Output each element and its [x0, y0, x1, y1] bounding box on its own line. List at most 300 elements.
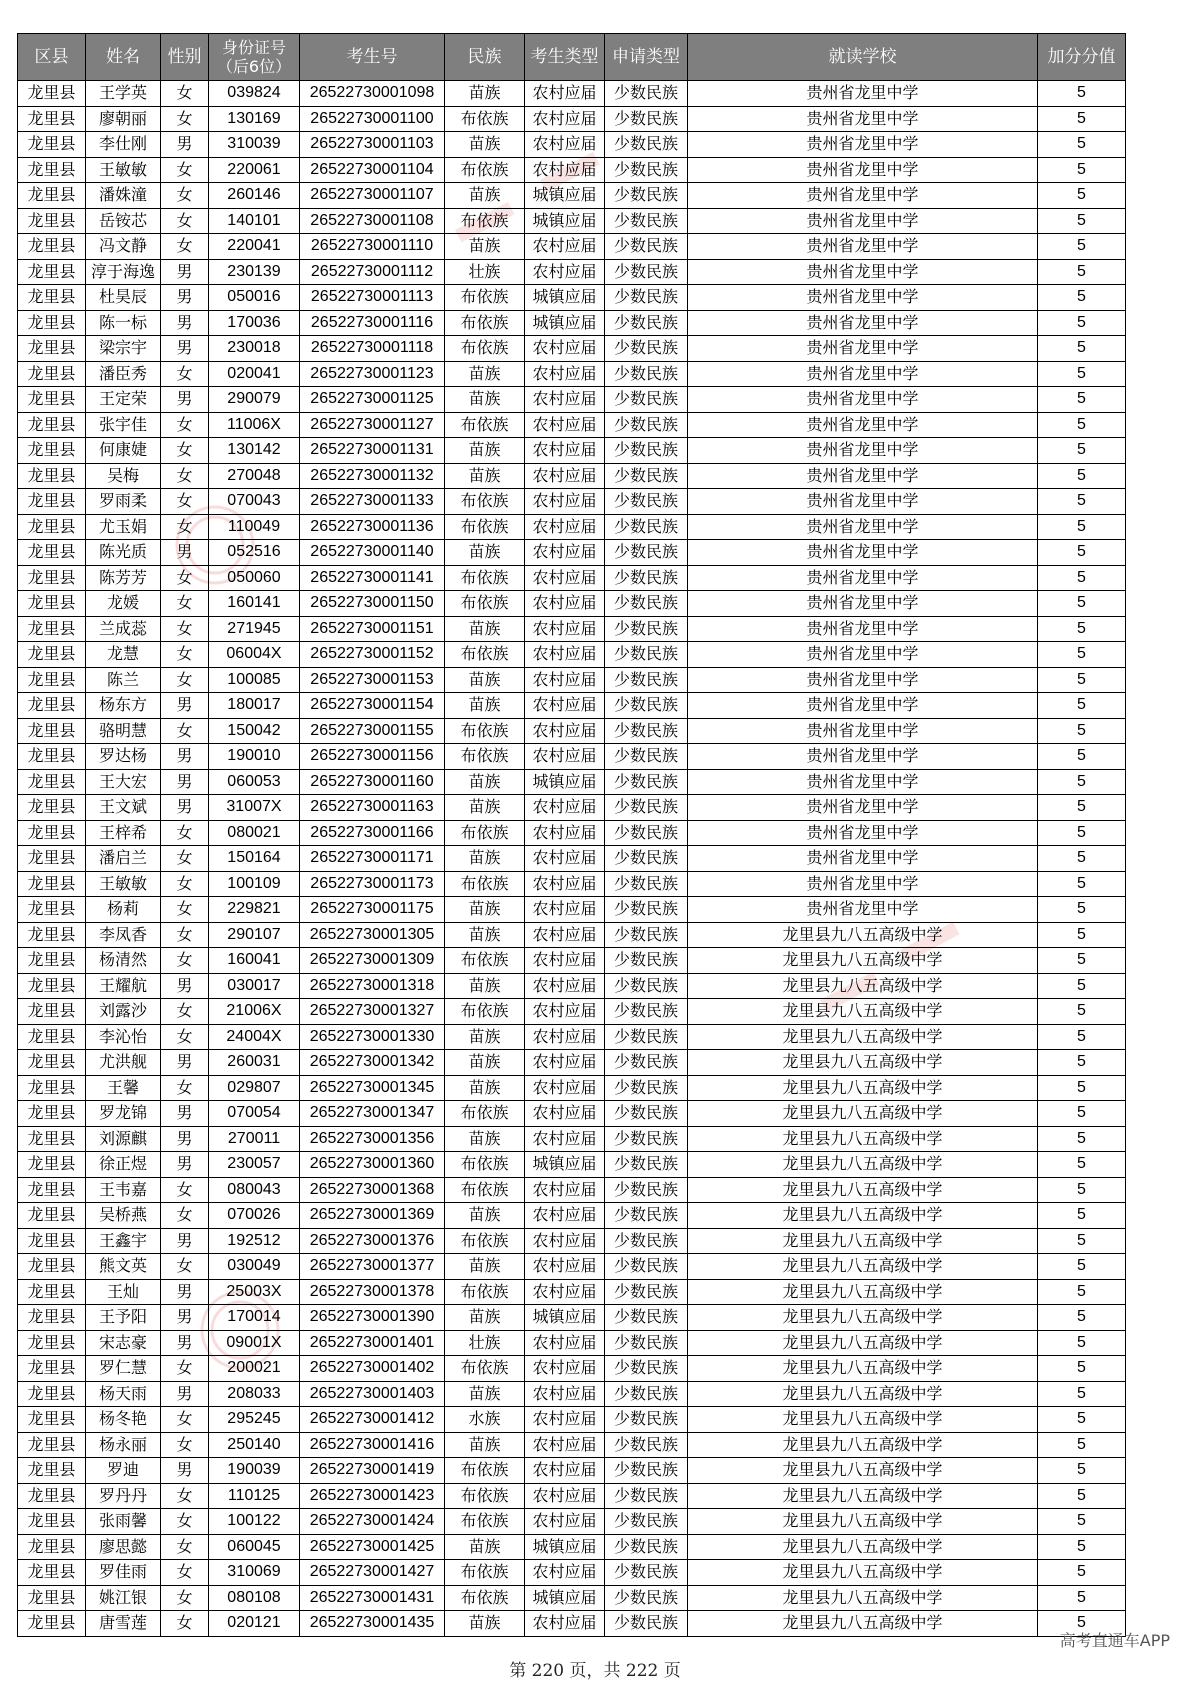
cell-candidate-type: 农村应届 — [525, 820, 605, 846]
cell-ethnicity: 苗族 — [445, 973, 525, 999]
cell-candidate-type: 农村应届 — [525, 1560, 605, 1586]
cell-id-last6: 208033 — [209, 1381, 300, 1407]
cell-ethnicity: 苗族 — [445, 1432, 525, 1458]
cell-ethnicity: 布依族 — [445, 285, 525, 311]
cell-bonus-points: 5 — [1038, 667, 1126, 693]
cell-gender: 女 — [161, 846, 209, 872]
cell-school: 贵州省龙里中学 — [688, 310, 1038, 336]
cell-bonus-points: 5 — [1038, 565, 1126, 591]
cell-ethnicity: 布依族 — [445, 999, 525, 1025]
cell-candidate-type: 农村应届 — [525, 438, 605, 464]
cell-bonus-points: 5 — [1038, 438, 1126, 464]
table-row — [18, 591, 1126, 617]
cell-school: 贵州省龙里中学 — [688, 106, 1038, 132]
cell-county: 龙里县 — [18, 1381, 86, 1407]
cell-ethnicity: 布依族 — [445, 1356, 525, 1382]
cell-county: 龙里县 — [18, 948, 86, 974]
cell-ethnicity: 布依族 — [445, 1509, 525, 1535]
cell-application-type: 少数民族 — [605, 1330, 688, 1356]
cell-county: 龙里县 — [18, 1050, 86, 1076]
cell-bonus-points: 5 — [1038, 463, 1126, 489]
cell-county: 龙里县 — [18, 489, 86, 515]
cell-gender: 女 — [161, 1534, 209, 1560]
cell-exam-number: 26522730001140 — [300, 540, 445, 566]
cell-ethnicity: 苗族 — [445, 846, 525, 872]
cell-candidate-type: 农村应届 — [525, 336, 605, 362]
cell-county: 龙里县 — [18, 1330, 86, 1356]
cell-ethnicity: 布依族 — [445, 642, 525, 668]
cell-name: 刘源麒 — [86, 1126, 161, 1152]
cell-bonus-points: 5 — [1038, 973, 1126, 999]
cell-id-last6: 21006X — [209, 999, 300, 1025]
cell-application-type: 少数民族 — [605, 1126, 688, 1152]
cell-county: 龙里县 — [18, 157, 86, 183]
cell-name: 罗达杨 — [86, 744, 161, 770]
cell-id-last6: 160141 — [209, 591, 300, 617]
cell-gender: 女 — [161, 1585, 209, 1611]
cell-school: 贵州省龙里中学 — [688, 667, 1038, 693]
cell-application-type: 少数民族 — [605, 1483, 688, 1509]
cell-candidate-type: 农村应届 — [525, 1203, 605, 1229]
cell-ethnicity: 苗族 — [445, 667, 525, 693]
cell-bonus-points: 5 — [1038, 234, 1126, 260]
cell-school: 贵州省龙里中学 — [688, 285, 1038, 311]
cell-bonus-points: 5 — [1038, 1509, 1126, 1535]
cell-ethnicity: 布依族 — [445, 718, 525, 744]
cell-exam-number: 26522730001403 — [300, 1381, 445, 1407]
cell-candidate-type: 农村应届 — [525, 157, 605, 183]
cell-name: 龙慧 — [86, 642, 161, 668]
cell-application-type: 少数民族 — [605, 693, 688, 719]
cell-gender: 男 — [161, 540, 209, 566]
cell-name: 梁宗宇 — [86, 336, 161, 362]
cell-gender: 女 — [161, 412, 209, 438]
cell-exam-number: 26522730001104 — [300, 157, 445, 183]
cell-candidate-type: 城镇应届 — [525, 769, 605, 795]
cell-gender: 女 — [161, 616, 209, 642]
cell-county: 龙里县 — [18, 1254, 86, 1280]
cell-ethnicity: 布依族 — [445, 1152, 525, 1178]
cell-application-type: 少数民族 — [605, 1228, 688, 1254]
cell-gender: 男 — [161, 1228, 209, 1254]
cell-name: 潘臣秀 — [86, 361, 161, 387]
cell-gender: 男 — [161, 1152, 209, 1178]
cell-county: 龙里县 — [18, 871, 86, 897]
cell-name: 王韦嘉 — [86, 1177, 161, 1203]
cell-county: 龙里县 — [18, 1432, 86, 1458]
cell-bonus-points: 5 — [1038, 540, 1126, 566]
cell-name: 陈芳芳 — [86, 565, 161, 591]
cell-name: 徐正煜 — [86, 1152, 161, 1178]
cell-school: 贵州省龙里中学 — [688, 387, 1038, 413]
cell-name: 吴桥燕 — [86, 1203, 161, 1229]
cell-candidate-type: 农村应届 — [525, 1483, 605, 1509]
table-row — [18, 1534, 1126, 1560]
cell-candidate-type: 农村应届 — [525, 871, 605, 897]
cell-bonus-points: 5 — [1038, 616, 1126, 642]
cell-application-type: 少数民族 — [605, 1101, 688, 1127]
cell-candidate-type: 农村应届 — [525, 642, 605, 668]
cell-candidate-type: 农村应届 — [525, 463, 605, 489]
cell-name: 罗雨柔 — [86, 489, 161, 515]
cell-id-last6: 130169 — [209, 106, 300, 132]
cell-school: 龙里县九八五高级中学 — [688, 1560, 1038, 1586]
cell-application-type: 少数民族 — [605, 489, 688, 515]
cell-bonus-points: 5 — [1038, 1152, 1126, 1178]
cell-exam-number: 26522730001330 — [300, 1024, 445, 1050]
cell-candidate-type: 农村应届 — [525, 667, 605, 693]
cell-bonus-points: 5 — [1038, 1228, 1126, 1254]
cell-bonus-points: 5 — [1038, 999, 1126, 1025]
cell-county: 龙里县 — [18, 1075, 86, 1101]
cell-bonus-points: 5 — [1038, 1534, 1126, 1560]
cell-exam-number: 26522730001416 — [300, 1432, 445, 1458]
cell-bonus-points: 5 — [1038, 948, 1126, 974]
cell-exam-number: 26522730001133 — [300, 489, 445, 515]
cell-ethnicity: 布依族 — [445, 744, 525, 770]
cell-ethnicity: 布依族 — [445, 871, 525, 897]
cell-gender: 女 — [161, 1024, 209, 1050]
cell-exam-number: 26522730001153 — [300, 667, 445, 693]
cell-application-type: 少数民族 — [605, 642, 688, 668]
cell-bonus-points: 5 — [1038, 1177, 1126, 1203]
cell-bonus-points: 5 — [1038, 1050, 1126, 1076]
cell-school: 贵州省龙里中学 — [688, 897, 1038, 923]
cell-gender: 女 — [161, 183, 209, 209]
header-gender: 性别 — [161, 34, 209, 81]
cell-gender: 女 — [161, 1509, 209, 1535]
cell-school: 龙里县九八五高级中学 — [688, 1585, 1038, 1611]
cell-school: 龙里县九八五高级中学 — [688, 1330, 1038, 1356]
cell-name: 王鑫宇 — [86, 1228, 161, 1254]
cell-county: 龙里县 — [18, 718, 86, 744]
cell-ethnicity: 苗族 — [445, 1611, 525, 1637]
cell-application-type: 少数民族 — [605, 1152, 688, 1178]
cell-bonus-points: 5 — [1038, 591, 1126, 617]
table-row — [18, 336, 1126, 362]
cell-application-type: 少数民族 — [605, 540, 688, 566]
cell-ethnicity: 布依族 — [445, 489, 525, 515]
cell-name: 王敏敏 — [86, 157, 161, 183]
table-row — [18, 132, 1126, 158]
cell-id-last6: 110049 — [209, 514, 300, 540]
cell-id-last6: 290107 — [209, 922, 300, 948]
cell-id-last6: 190010 — [209, 744, 300, 770]
cell-application-type: 少数民族 — [605, 897, 688, 923]
cell-ethnicity: 壮族 — [445, 1330, 525, 1356]
cell-ethnicity: 苗族 — [445, 1050, 525, 1076]
table-row — [18, 1126, 1126, 1152]
cell-application-type: 少数民族 — [605, 310, 688, 336]
cell-school: 贵州省龙里中学 — [688, 438, 1038, 464]
cell-exam-number: 26522730001305 — [300, 922, 445, 948]
cell-candidate-type: 农村应届 — [525, 616, 605, 642]
table-row — [18, 361, 1126, 387]
cell-id-last6: 24004X — [209, 1024, 300, 1050]
cell-id-last6: 310069 — [209, 1560, 300, 1586]
cell-application-type: 少数民族 — [605, 667, 688, 693]
cell-gender: 男 — [161, 285, 209, 311]
cell-bonus-points: 5 — [1038, 81, 1126, 107]
cell-id-last6: 070026 — [209, 1203, 300, 1229]
cell-candidate-type: 农村应届 — [525, 693, 605, 719]
table-row — [18, 846, 1126, 872]
table-row — [18, 1381, 1126, 1407]
cell-id-last6: 150042 — [209, 718, 300, 744]
cell-bonus-points: 5 — [1038, 846, 1126, 872]
cell-name: 王耀航 — [86, 973, 161, 999]
cell-name: 王敏敏 — [86, 871, 161, 897]
table-row — [18, 1228, 1126, 1254]
cell-school: 贵州省龙里中学 — [688, 642, 1038, 668]
cell-exam-number: 26522730001360 — [300, 1152, 445, 1178]
table-row — [18, 1101, 1126, 1127]
cell-school: 贵州省龙里中学 — [688, 463, 1038, 489]
cell-application-type: 少数民族 — [605, 1177, 688, 1203]
cell-exam-number: 26522730001166 — [300, 820, 445, 846]
cell-gender: 女 — [161, 922, 209, 948]
cell-county: 龙里县 — [18, 1534, 86, 1560]
cell-name: 王大宏 — [86, 769, 161, 795]
cell-county: 龙里县 — [18, 1509, 86, 1535]
cell-gender: 女 — [161, 718, 209, 744]
cell-exam-number: 26522730001356 — [300, 1126, 445, 1152]
cell-name: 杜昊辰 — [86, 285, 161, 311]
cell-gender: 男 — [161, 1279, 209, 1305]
cell-id-last6: 100085 — [209, 667, 300, 693]
cell-exam-number: 26522730001100 — [300, 106, 445, 132]
table-row — [18, 1611, 1126, 1637]
cell-bonus-points: 5 — [1038, 157, 1126, 183]
cell-candidate-type: 农村应届 — [525, 897, 605, 923]
cell-bonus-points: 5 — [1038, 897, 1126, 923]
cell-application-type: 少数民族 — [605, 1075, 688, 1101]
cell-application-type: 少数民族 — [605, 1305, 688, 1331]
cell-gender: 女 — [161, 514, 209, 540]
cell-application-type: 少数民族 — [605, 1585, 688, 1611]
cell-ethnicity: 苗族 — [445, 1254, 525, 1280]
cell-id-last6: 030049 — [209, 1254, 300, 1280]
cell-gender: 女 — [161, 1254, 209, 1280]
cell-application-type: 少数民族 — [605, 106, 688, 132]
cell-bonus-points: 5 — [1038, 412, 1126, 438]
cell-gender: 男 — [161, 132, 209, 158]
cell-exam-number: 26522730001423 — [300, 1483, 445, 1509]
cell-county: 龙里县 — [18, 208, 86, 234]
cell-id-last6: 100122 — [209, 1509, 300, 1535]
cell-school: 贵州省龙里中学 — [688, 540, 1038, 566]
cell-bonus-points: 5 — [1038, 744, 1126, 770]
cell-school: 龙里县九八五高级中学 — [688, 973, 1038, 999]
cell-application-type: 少数民族 — [605, 769, 688, 795]
table-row — [18, 1483, 1126, 1509]
cell-candidate-type: 农村应届 — [525, 514, 605, 540]
cell-gender: 女 — [161, 820, 209, 846]
cell-ethnicity: 苗族 — [445, 132, 525, 158]
cell-id-last6: 052516 — [209, 540, 300, 566]
cell-ethnicity: 苗族 — [445, 540, 525, 566]
cell-school: 贵州省龙里中学 — [688, 412, 1038, 438]
cell-bonus-points: 5 — [1038, 183, 1126, 209]
cell-county: 龙里县 — [18, 1483, 86, 1509]
score-bonus-table — [17, 33, 1126, 1637]
table-row — [18, 820, 1126, 846]
cell-bonus-points: 5 — [1038, 1101, 1126, 1127]
cell-gender: 女 — [161, 1560, 209, 1586]
cell-school: 龙里县九八五高级中学 — [688, 1483, 1038, 1509]
cell-ethnicity: 苗族 — [445, 234, 525, 260]
cell-candidate-type: 农村应届 — [525, 795, 605, 821]
cell-bonus-points: 5 — [1038, 361, 1126, 387]
table-row — [18, 1330, 1126, 1356]
cell-id-last6: 170036 — [209, 310, 300, 336]
header-candidate-type: 考生类型 — [525, 34, 605, 81]
cell-application-type: 少数民族 — [605, 922, 688, 948]
cell-ethnicity: 布依族 — [445, 1483, 525, 1509]
table-row — [18, 1407, 1126, 1433]
cell-ethnicity: 苗族 — [445, 693, 525, 719]
cell-ethnicity: 苗族 — [445, 463, 525, 489]
table-row — [18, 1152, 1126, 1178]
cell-ethnicity: 苗族 — [445, 361, 525, 387]
cell-candidate-type: 农村应届 — [525, 922, 605, 948]
cell-bonus-points: 5 — [1038, 1305, 1126, 1331]
cell-ethnicity: 苗族 — [445, 183, 525, 209]
cell-exam-number: 26522730001376 — [300, 1228, 445, 1254]
table-row — [18, 1585, 1126, 1611]
table-row — [18, 540, 1126, 566]
cell-candidate-type: 农村应届 — [525, 591, 605, 617]
cell-school: 龙里县九八五高级中学 — [688, 1356, 1038, 1382]
cell-ethnicity: 布依族 — [445, 820, 525, 846]
page-number: 第 220 页，共 222 页 — [509, 1661, 681, 1681]
cell-name: 潘启兰 — [86, 846, 161, 872]
cell-name: 骆明慧 — [86, 718, 161, 744]
cell-exam-number: 26522730001171 — [300, 846, 445, 872]
cell-id-last6: 230057 — [209, 1152, 300, 1178]
cell-school: 贵州省龙里中学 — [688, 336, 1038, 362]
cell-county: 龙里县 — [18, 1126, 86, 1152]
cell-gender: 女 — [161, 591, 209, 617]
cell-candidate-type: 农村应届 — [525, 489, 605, 515]
table-row — [18, 1024, 1126, 1050]
cell-application-type: 少数民族 — [605, 1432, 688, 1458]
cell-id-last6: 06004X — [209, 642, 300, 668]
cell-exam-number: 26522730001118 — [300, 336, 445, 362]
cell-school: 贵州省龙里中学 — [688, 132, 1038, 158]
cell-name: 罗仁慧 — [86, 1356, 161, 1382]
cell-candidate-type: 农村应届 — [525, 132, 605, 158]
cell-bonus-points: 5 — [1038, 208, 1126, 234]
table-row — [18, 616, 1126, 642]
table-row — [18, 795, 1126, 821]
cell-application-type: 少数民族 — [605, 820, 688, 846]
table-row — [18, 387, 1126, 413]
cell-ethnicity: 苗族 — [445, 922, 525, 948]
table-row — [18, 438, 1126, 464]
cell-ethnicity: 苗族 — [445, 1075, 525, 1101]
cell-county: 龙里县 — [18, 1152, 86, 1178]
cell-application-type: 少数民族 — [605, 132, 688, 158]
cell-county: 龙里县 — [18, 336, 86, 362]
cell-bonus-points: 5 — [1038, 1075, 1126, 1101]
cell-name: 尤玉娟 — [86, 514, 161, 540]
cell-exam-number: 26522730001368 — [300, 1177, 445, 1203]
cell-application-type: 少数民族 — [605, 973, 688, 999]
cell-name: 王定荣 — [86, 387, 161, 413]
cell-candidate-type: 农村应届 — [525, 1177, 605, 1203]
cell-bonus-points: 5 — [1038, 1126, 1126, 1152]
cell-candidate-type: 农村应届 — [525, 973, 605, 999]
cell-id-last6: 170014 — [209, 1305, 300, 1331]
cell-county: 龙里县 — [18, 361, 86, 387]
header-id-number — [209, 34, 300, 81]
cell-school: 龙里县九八五高级中学 — [688, 1611, 1038, 1637]
cell-exam-number: 26522730001412 — [300, 1407, 445, 1433]
cell-name: 李仕刚 — [86, 132, 161, 158]
cell-name: 兰成蕊 — [86, 616, 161, 642]
table-row — [18, 1050, 1126, 1076]
cell-ethnicity: 布依族 — [445, 208, 525, 234]
cell-gender: 女 — [161, 565, 209, 591]
cell-candidate-type: 农村应届 — [525, 1381, 605, 1407]
cell-ethnicity: 布依族 — [445, 157, 525, 183]
cell-ethnicity: 布依族 — [445, 336, 525, 362]
cell-gender: 男 — [161, 1330, 209, 1356]
cell-exam-number: 26522730001309 — [300, 948, 445, 974]
cell-bonus-points: 5 — [1038, 922, 1126, 948]
cell-school: 龙里县九八五高级中学 — [688, 1534, 1038, 1560]
table-row — [18, 1177, 1126, 1203]
cell-id-last6: 180017 — [209, 693, 300, 719]
cell-application-type: 少数民族 — [605, 1611, 688, 1637]
cell-gender: 女 — [161, 1177, 209, 1203]
cell-gender: 女 — [161, 81, 209, 107]
cell-county: 龙里县 — [18, 846, 86, 872]
cell-school: 贵州省龙里中学 — [688, 514, 1038, 540]
cell-gender: 女 — [161, 871, 209, 897]
cell-exam-number: 26522730001107 — [300, 183, 445, 209]
cell-bonus-points: 5 — [1038, 718, 1126, 744]
cell-candidate-type: 农村应届 — [525, 412, 605, 438]
cell-county: 龙里县 — [18, 1177, 86, 1203]
table-row — [18, 667, 1126, 693]
cell-application-type: 少数民族 — [605, 718, 688, 744]
cell-candidate-type: 农村应届 — [525, 1050, 605, 1076]
cell-id-last6: 31007X — [209, 795, 300, 821]
cell-exam-number: 26522730001098 — [300, 81, 445, 107]
cell-gender: 女 — [161, 1611, 209, 1637]
table-row — [18, 1075, 1126, 1101]
cell-candidate-type: 城镇应届 — [525, 310, 605, 336]
cell-application-type: 少数民族 — [605, 285, 688, 311]
table-row — [18, 259, 1126, 285]
cell-gender: 男 — [161, 1458, 209, 1484]
cell-exam-number: 26522730001163 — [300, 795, 445, 821]
cell-application-type: 少数民族 — [605, 948, 688, 974]
cell-school: 龙里县九八五高级中学 — [688, 1075, 1038, 1101]
cell-candidate-type: 农村应届 — [525, 1101, 605, 1127]
cell-name: 李凤香 — [86, 922, 161, 948]
cell-ethnicity: 苗族 — [445, 438, 525, 464]
cell-name: 陈兰 — [86, 667, 161, 693]
cell-id-last6: 060045 — [209, 1534, 300, 1560]
table-row — [18, 769, 1126, 795]
table-header-row — [18, 34, 1126, 81]
cell-school: 龙里县九八五高级中学 — [688, 948, 1038, 974]
cell-candidate-type: 城镇应届 — [525, 285, 605, 311]
cell-name: 淳于海逸 — [86, 259, 161, 285]
